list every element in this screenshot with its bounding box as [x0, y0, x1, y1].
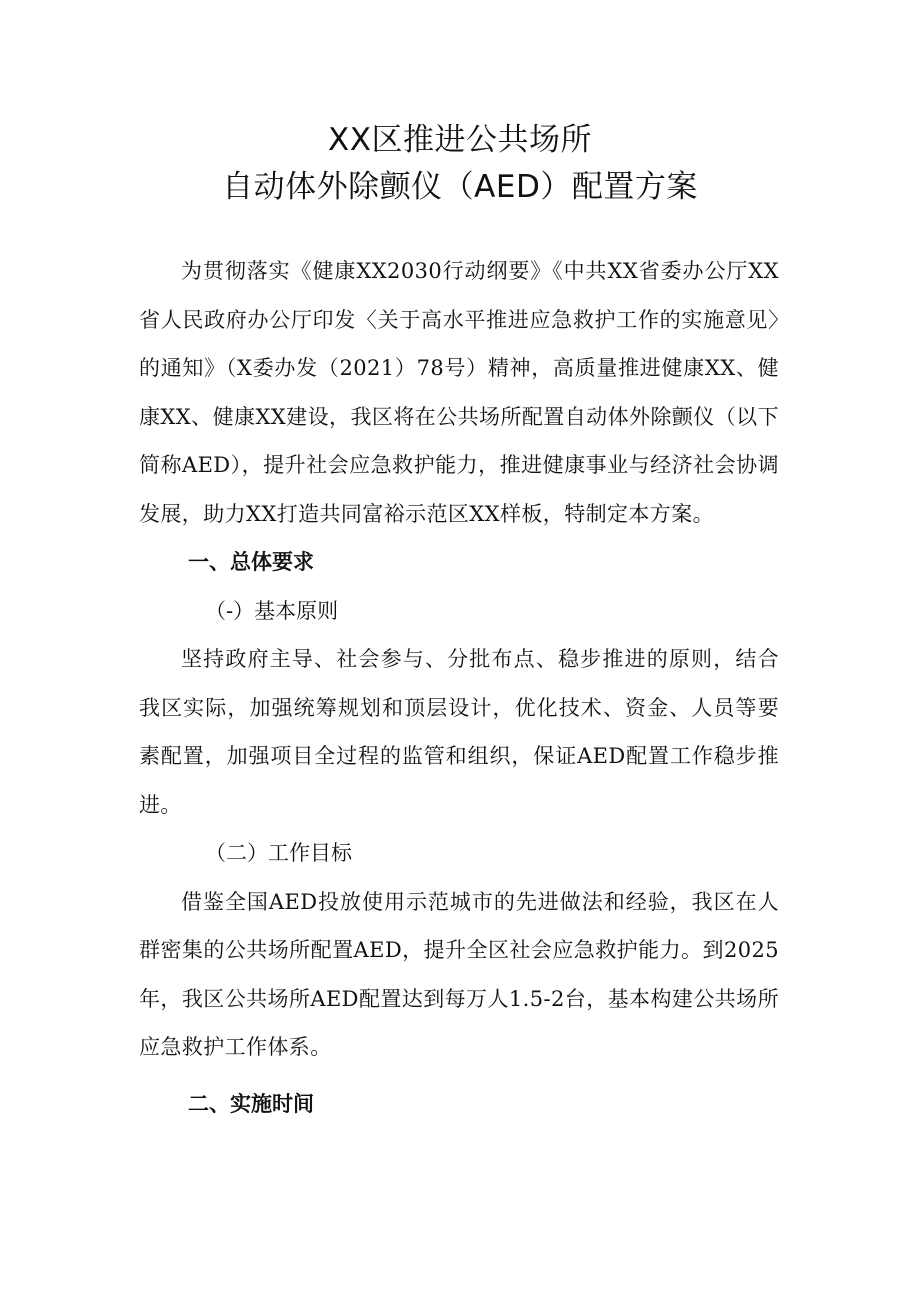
document-title-line-1: XX区推进公共场所 — [328, 122, 592, 158]
section-1-2-heading: （二）工作目标 — [205, 841, 352, 865]
section-1-1-body: 坚持政府主导、社会参与、分批布点、稳步推进的原则，结合我区实际，加强统筹规划和顶层设计，优化技术、资金、人员等要素配置，加强项目全过程的监管和组织，保证AED配置工作稳步推进。 — [139, 647, 779, 817]
section-1-2-body: 借鉴全国AED投放使用示范城市的先进做法和经验，我区在人群密集的公共场所配置AED，提升全区社会应急救护能力。到2025年，我区公共场所AED配置达到每万人1.5-2台，基本构建公共场所应急救护工作体系。 — [139, 889, 779, 1059]
section-1-heading: 一、总体要求 — [188, 550, 314, 574]
section-2-heading: 二、实施时间 — [188, 1091, 314, 1116]
section-1-1-heading: （-）基本原则 — [205, 598, 339, 623]
document-title-line-2: 自动体外除颤仪（AED）配置方案 — [222, 169, 698, 205]
document-body — [139, 247, 779, 1128]
intro-paragraph: 为贯彻落实《健康XX2030行动纲要》《中共XX省委办公厅XX省人民政府办公厅印发〈关于高水平推进应急救护工作的实施意见〉的通知》（X委办发（2021）78号）精神，高质量推进健康XX、健康XX、健康XX建设，我区将在公共场所配置自动体外除颤仪（以下简称AED），提升社会应急救护能力，推进健康事业与经济社会协调发展，助力XX打造共同富裕示范区XX样板，特制定本方案。 — [139, 259, 779, 526]
